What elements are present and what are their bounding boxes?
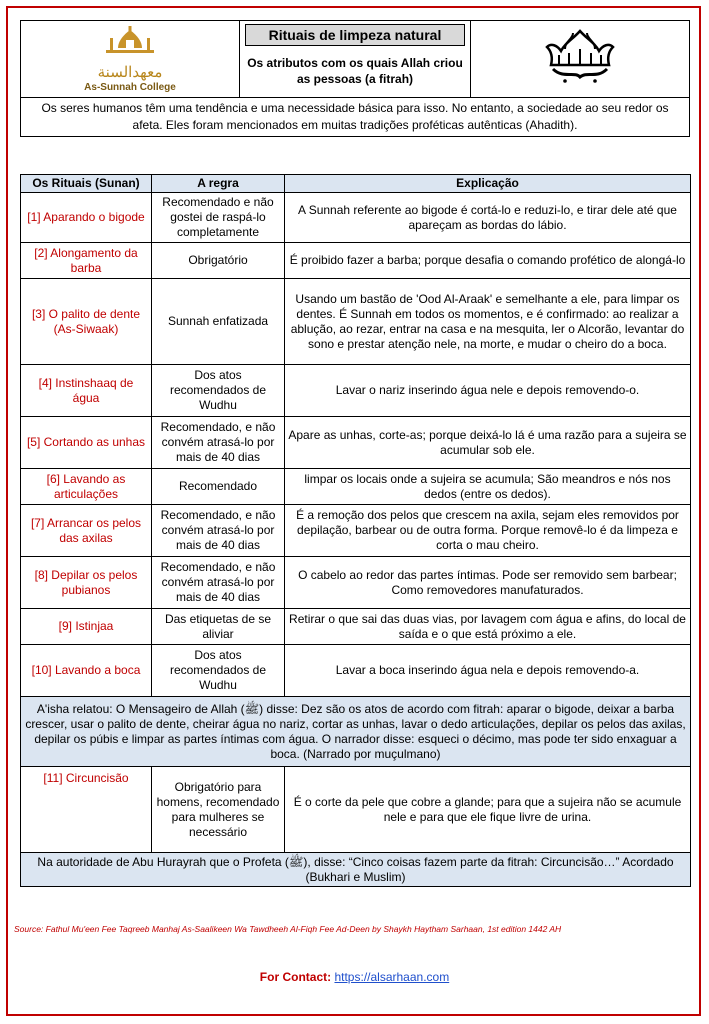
column-header-rituals: Os Rituais (Sunan) — [21, 175, 152, 193]
ritual-name: [5] Cortando as unhas — [21, 417, 152, 469]
ritual-name: [7] Arrancar os pelos das axilas — [21, 505, 152, 557]
hadith-abu-hurayrah: Na autoridade de Abu Hurayrah que o Profeta (ﷺ), disse: “Cinco coisas fazem parte da fitrah: Circuncisão…” Acordado (Bukhari e Muslim) — [21, 853, 691, 887]
hadith-aisha: A'isha relatou: O Mensageiro de Allah (ﷺ) disse: Dez são os atos de acordo com fitrah: aparar o bigode, deixar a barba crescer, usar o palito de dente, cheirar água no nariz, cortar as unhas, lavar o dedo articulações, depilar os pelos das axilas, depilar os púbis e limpar as partes íntimas com água. O narrador disse: esqueci o décimo, mas pode ter sido enxaguar a boca. (Narrado por muçulmano) — [21, 697, 691, 767]
calligraphy-icon — [535, 25, 625, 89]
ritual-explanation: Retirar o que sai das duas vias, por lavagem com água e afins, do local de saída e o que está próximo a ele. — [285, 609, 691, 645]
ritual-rule: Dos atos recomendados de Wudhu — [152, 365, 285, 417]
table-row — [21, 767, 691, 853]
contact-link[interactable]: https://alsarhaan.com — [334, 970, 450, 984]
ritual-explanation: Usando um bastão de 'Ood Al-Araak' e semelhante a ele, para limpar os dentes. É Sunnah em todos os momentos, e é confirmado: ao realizar a ablução, ao rezar, entrar na casa e na mesquita, ler o Alcorão, levantar do sono e prestar atenção nele, na morte, e mudar o cheiro do a boca. — [285, 279, 691, 365]
ritual-rule: Obrigatório — [152, 243, 285, 279]
ritual-explanation: Lavar a boca inserindo água nela e depois removendo-a. — [285, 645, 691, 697]
table-row — [21, 469, 691, 505]
ritual-rule: Das etiquetas de se aliviar — [152, 609, 285, 645]
calligraphy-logo — [471, 21, 690, 98]
ritual-name: [10] Lavando a boca — [21, 645, 152, 697]
table-row — [21, 557, 691, 609]
ritual-name: [9] Istinjaa — [21, 609, 152, 645]
ritual-explanation: É o corte da pele que cobre a glande; para que a sujeira não se acumule nele e para que ele fique livre de urina. — [285, 767, 691, 853]
table-row — [21, 279, 691, 365]
college-logo — [21, 21, 240, 98]
column-header-explanation: Explicação — [285, 175, 691, 193]
ritual-explanation: É a remoção dos pelos que crescem na axila, sejam eles removidos por depilação, barbear ou de outra forma. Porque removê-lo é da limpeza e corta o mau cheiro. — [285, 505, 691, 557]
hadith-row — [21, 697, 691, 767]
header-table — [20, 20, 690, 137]
table-row — [21, 645, 691, 697]
table-row — [21, 243, 691, 279]
table-row — [21, 417, 691, 469]
ritual-rule: Dos atos recomendados de Wudhu — [152, 645, 285, 697]
source-citation: Source: Fathul Mu'een Fee Taqreeb Manhaj As-Saalikeen Wa Tawdheeh Al-Fiqh Fee Ad-Deen by Shaykh Haytham Sarhaan, 1st edition 1442 AH — [14, 924, 562, 934]
ritual-name: [3] O palito de dente (As-Siwaak) — [21, 279, 152, 365]
rituals-table — [20, 174, 691, 887]
ritual-rule: Recomendado, e não convém atrasá-lo por mais de 40 dias — [152, 505, 285, 557]
table-row — [21, 505, 691, 557]
hadith-row — [21, 853, 691, 887]
intro-text: Os seres humanos têm uma tendência e uma necessidade básica para isso. No entanto, a sociedade ao seu redor os afeta. Eles foram mencionados em muitas tradições proféticas autênticas (Ahadith). — [21, 98, 690, 137]
ritual-rule: Recomendado e não gostei de raspá-lo completamente — [152, 193, 285, 243]
column-header-rule: A regra — [152, 175, 285, 193]
ritual-explanation: O cabelo ao redor das partes íntimas. Pode ser removido sem barbear; Como removedores manufaturados. — [285, 557, 691, 609]
ritual-rule: Obrigatório para homens, recomendado para mulheres se necessário — [152, 767, 285, 853]
ritual-name: [4] Instinshaaq de água — [21, 365, 152, 417]
ritual-name: [6] Lavando as articulações — [21, 469, 152, 505]
table-row — [21, 365, 691, 417]
ritual-name: [11] Circuncisão — [21, 767, 152, 853]
college-arabic-name: معهدالسنة — [97, 63, 163, 81]
ritual-explanation: Lavar o nariz inserindo água nele e depois removendo-o. — [285, 365, 691, 417]
ritual-name: [2] Alongamento da barba — [21, 243, 152, 279]
contact-label: For Contact: — [259, 970, 332, 984]
table-row — [21, 609, 691, 645]
title-cell — [240, 21, 471, 98]
mosque-logo-icon — [100, 26, 160, 60]
table-header-row — [21, 175, 691, 193]
college-name: As-Sunnah College — [84, 81, 176, 93]
ritual-rule: Recomendado, e não convém atrasá-lo por mais de 40 dias — [152, 557, 285, 609]
ritual-explanation: limpar os locais onde a sujeira se acumula; São meandros e nós nos dedos (entre os dedos). — [285, 469, 691, 505]
ritual-explanation: Apare as unhas, corte-as; porque deixá-lo lá é uma razão para a sujeira se acumular sob ele. — [285, 417, 691, 469]
ritual-name: [8] Depilar os pelos pubianos — [21, 557, 152, 609]
contact-line — [0, 970, 709, 984]
page-title: Rituais de limpeza natural — [245, 24, 465, 46]
ritual-name: [1] Aparando o bigode — [21, 193, 152, 243]
ritual-explanation: A Sunnah referente ao bigode é cortá-lo e reduzi-lo, e tirar dele até que apareçam as bordas do lábio. — [285, 193, 691, 243]
ritual-rule: Sunnah enfatizada — [152, 279, 285, 365]
ritual-explanation: É proibido fazer a barba; porque desafia o comando profético de alongá-lo — [285, 243, 691, 279]
ritual-rule: Recomendado, e não convém atrasá-lo por mais de 40 dias — [152, 417, 285, 469]
table-row — [21, 193, 691, 243]
page-subtitle: Os atributos com os quais Allah criou as pessoas (a fitrah) — [247, 56, 463, 86]
ritual-rule: Recomendado — [152, 469, 285, 505]
